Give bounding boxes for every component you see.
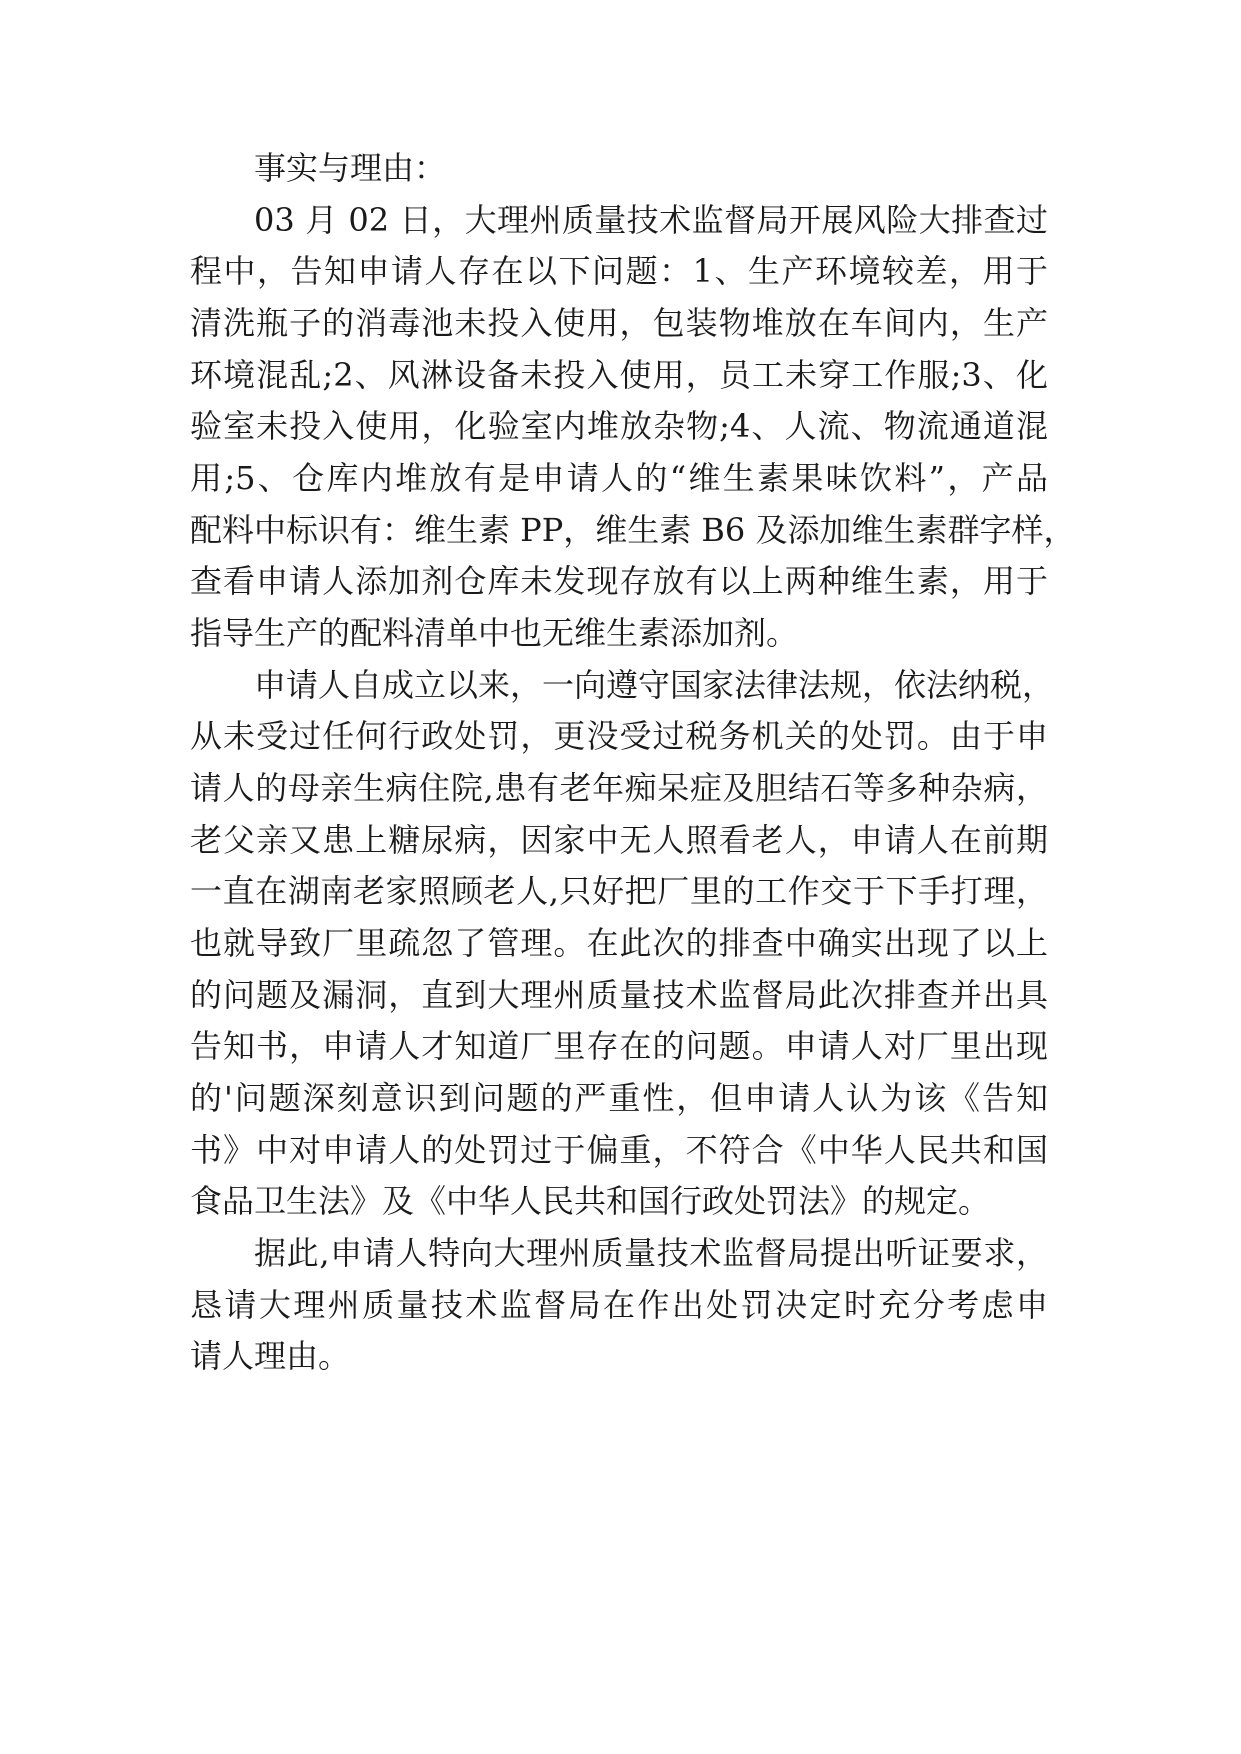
paragraph-2-line: 申请人自成立以来，一向遵守国家法律法规，依法纳税，: [254, 666, 1055, 704]
paragraph-2-line: 从未受过任何行政处罚，更没受过税务机关的处罚。由于申: [190, 717, 1048, 755]
paragraph-3-line: 据此,申请人特向大理州质量技术监督局提出听证要求，: [254, 1234, 1048, 1272]
paragraph-1-line: 03 月 02 日，大理州质量技术监督局开展风险大排查过: [254, 201, 1048, 239]
paragraph-2-line: 老父亲又患上糖尿病，因家中无人照看老人，申请人在前期: [190, 821, 1048, 859]
paragraph-2-line: 也就导致厂里疏忽了管理。在此次的排查中确实出现了以上: [190, 924, 1048, 962]
paragraph-2-line: 请人的母亲生病住院,患有老年痴呆症及胆结石等多种杂病，: [190, 769, 1048, 807]
paragraph-2-line: 书》中对申请人的处罚过于偏重，不符合《中华人民共和国: [190, 1131, 1048, 1169]
document-page: [190, 0, 1076, 1754]
paragraph-2-line: 的问题及漏洞，直到大理州质量技术监督局此次排查并出具: [190, 976, 1048, 1014]
paragraph-2-line: 的'问题深刻意识到问题的严重性，但申请人认为该《告知: [190, 1079, 1048, 1117]
paragraph-1-line: 验室未投入使用，化验室内堆放杂物;4、人流、物流通道混: [190, 407, 1048, 445]
paragraph-1-line: 用;5、仓库内堆放有是申请人的“维生素果味饮料”，产品: [190, 459, 1048, 497]
paragraph-2-line: 一直在湖南老家照顾老人,只好把厂里的工作交于下手打理，: [190, 872, 1048, 910]
paragraph-1-line: 配料中标识有：维生素 PP，维生素 B6 及添加维生素群字样，: [190, 511, 1076, 549]
paragraph-1-line: 环境混乱;2、风淋设备未投入使用，员工未穿工作服;3、化: [190, 356, 1048, 394]
paragraph-2-line: 告知书，申请人才知道厂里存在的问题。申请人对厂里出现: [190, 1027, 1048, 1065]
paragraph-2-line: 食品卫生法》及《中华人民共和国行政处罚法》的规定。: [190, 1182, 991, 1220]
paragraph-1-line: 指导生产的配料清单中也无维生素添加剂。: [190, 614, 799, 652]
section-heading: 事实与理由：: [254, 149, 447, 187]
paragraph-1-line: 程中，告知申请人存在以下问题：1、生产环境较差，用于: [190, 252, 1048, 290]
paragraph-3-line: 请人理由。: [190, 1337, 351, 1375]
paragraph-1-line: 清洗瓶子的消毒池未投入使用，包装物堆放在车间内，生产: [190, 304, 1048, 342]
paragraph-1-line: 查看申请人添加剂仓库未发现存放有以上两种维生素，用于: [190, 562, 1048, 600]
paragraph-3-line: 恳请大理州质量技术监督局在作出处罚决定时充分考虑申: [190, 1286, 1048, 1324]
